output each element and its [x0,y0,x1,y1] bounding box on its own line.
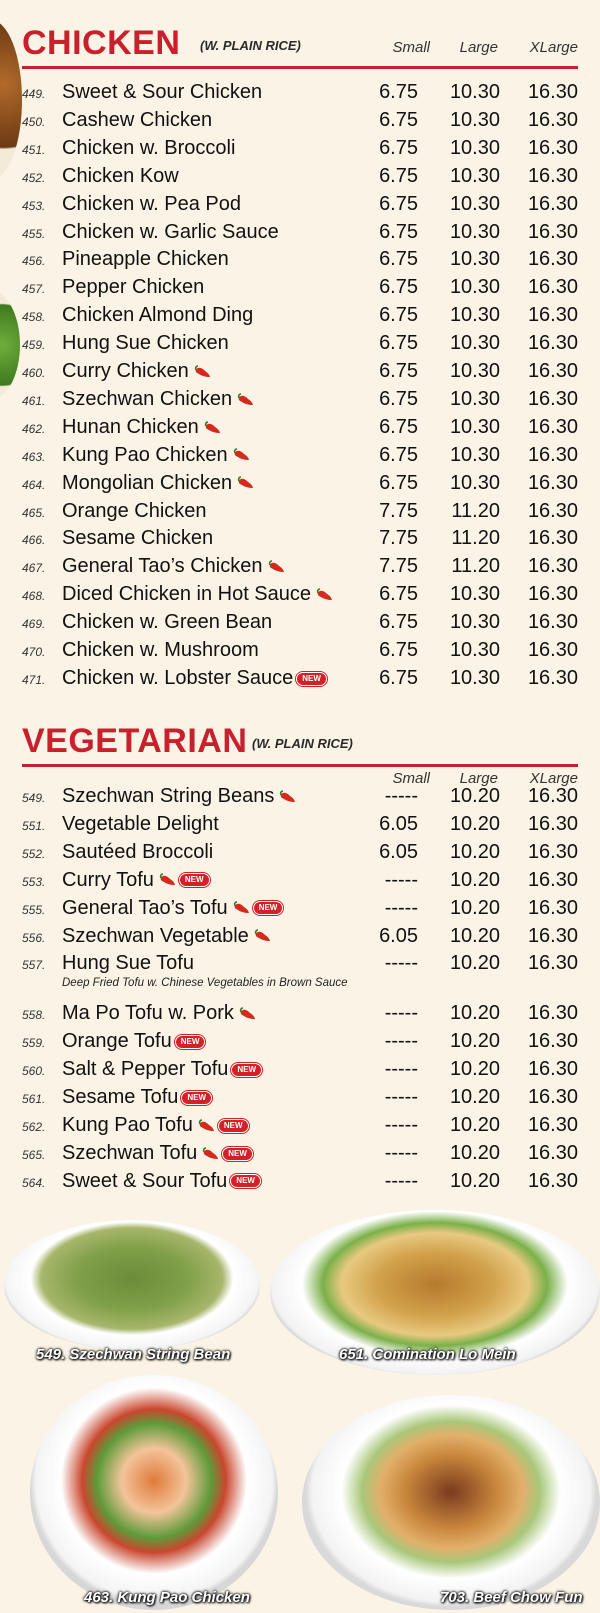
item-description: Deep Fried Tofu w. Chinese Vegetables in Brown Sauce [62,977,348,990]
item-name [62,221,279,244]
item-name-text: Hunan Chicken [62,415,199,438]
section-title: CHICKEN [22,24,181,62]
item-number: 558. [22,1008,46,1023]
new-badge: NEW [222,1147,253,1161]
item-name-text: Pepper Chicken [62,276,205,299]
menu-item-row [22,443,578,471]
new-badge: NEW [231,1063,262,1077]
price-large: 11.20 [451,527,500,550]
price-xlarge: 16.30 [527,1113,578,1136]
section-subtitle: (W. PLAIN RICE) [252,736,353,751]
price-xlarge: 16.30 [527,785,578,807]
menu-item-row [22,1029,578,1057]
menu-item-row [22,387,578,415]
price-large: 11.20 [451,555,500,578]
price-large: 10.30 [449,81,500,103]
item-name [62,1114,249,1137]
price-large: 10.20 [449,840,500,863]
item-name [62,527,213,550]
item-name-text: Cashew Chicken [62,108,213,131]
price-small: 6.75 [379,387,418,410]
item-name-text: Chicken w. Pea Pod [62,192,241,215]
menu-item-row [22,896,578,924]
price-small: 6.05 [379,812,418,835]
chili-pepper-icon [236,476,254,490]
item-name-text: Hung Sue Chicken [62,332,229,355]
price-small: ----- [384,1086,418,1108]
price-small: 6.75 [379,304,418,327]
photo-caption: 463. Kung Pao Chicken [84,1589,250,1606]
item-number: 451. [22,142,46,157]
menu-item-row [22,924,578,952]
item-name-text: Salt & Pepper Tofu [62,1058,229,1081]
item-name-text: General Tao’s Chicken [62,555,263,578]
chili-pepper-icon [203,421,221,435]
vegetarian-section-header [22,722,578,792]
size-header-large: Large [459,39,498,56]
item-name-text: Chicken Almond Ding [62,304,254,327]
item-name [62,583,333,606]
price-xlarge: 16.30 [527,248,578,271]
price-large: 10.20 [449,1141,500,1164]
item-name [62,109,212,132]
item-number: 551. [22,818,46,833]
size-header-small: Small [392,39,430,56]
item-number: 453. [22,198,46,213]
new-badge: NEW [175,1035,206,1049]
item-name [62,639,259,662]
item-name-text: Szechwan String Beans [62,785,275,807]
item-number: 458. [22,310,46,325]
price-small: 7.75 [379,555,418,578]
item-number: 467. [22,561,46,576]
price-large: 10.20 [449,1169,500,1192]
item-name [62,81,262,104]
size-header-small: Small [392,770,430,787]
item-name [62,416,221,439]
item-name [62,1058,262,1081]
item-number: 549. [22,791,46,805]
menu-item-row [22,1085,578,1113]
new-badge: NEW [218,1119,249,1133]
price-xlarge: 16.30 [527,443,578,466]
menu-item-row [22,1001,578,1029]
item-name-text: Chicken w. Broccoli [62,136,236,159]
photo-caption: 549. Szechwan String Bean [36,1346,231,1363]
item-name-text: Sweet & Sour Tofu [62,1169,228,1192]
price-large: 10.30 [449,360,500,382]
item-name [62,1170,261,1193]
price-small: 6.75 [379,192,418,215]
price-large: 10.20 [449,868,500,891]
item-name [62,500,207,523]
item-name-text: Sesame Chicken [62,527,214,550]
item-number: 455. [22,226,46,241]
price-small: 6.75 [379,332,418,355]
item-name-text: Sautéed Broccoli [62,840,214,863]
item-number: 562. [22,1119,46,1134]
new-badge: NEW [230,1174,261,1188]
price-small: 6.05 [379,924,418,947]
item-name [62,276,204,299]
item-name [62,1142,253,1165]
chili-pepper-icon [197,1119,215,1133]
item-name [62,667,327,690]
chili-pepper-icon [236,393,254,407]
price-small: 6.75 [379,443,418,466]
price-small: 6.05 [379,840,418,863]
section-title: VEGETARIAN [22,722,248,760]
new-badge: NEW [253,901,284,915]
price-large: 10.30 [449,136,500,159]
item-name-text: Kung Pao Tofu [62,1113,193,1136]
item-name-text: Ma Po Tofu w. Pork [62,1002,234,1025]
menu-item-row [22,220,578,248]
section-subtitle: (W. PLAIN RICE) [200,38,301,53]
item-name-text: Chicken w. Lobster Sauce [62,666,294,689]
price-small: ----- [384,1030,418,1053]
menu-item-row [22,359,578,387]
menu-item-row [22,1057,578,1085]
menu-item-row [22,192,578,220]
item-name-text: General Tao’s Tofu [62,896,228,919]
price-large: 10.30 [449,192,500,215]
item-number: 556. [22,930,46,945]
size-header-xlarge: XLarge [529,39,578,56]
price-small: 7.75 [379,527,418,550]
menu-item-row [22,1113,578,1141]
price-small: 6.75 [379,611,418,634]
item-name [62,472,254,495]
price-large: 10.30 [449,248,500,271]
item-number: 460. [22,366,46,380]
item-name-text: Szechwan Tofu [62,1141,198,1164]
item-name [62,444,250,467]
chicken-section-header [22,24,578,74]
item-number: 465. [22,505,46,520]
price-small: 6.75 [379,108,418,131]
item-name-text: Vegetable Delight [62,812,219,835]
item-name [62,165,179,188]
price-small: 6.75 [379,248,418,271]
item-number: 469. [22,617,46,632]
price-large: 10.30 [449,639,500,661]
item-name-text: Chicken w. Mushroom [62,639,259,661]
item-number: 560. [22,1064,46,1079]
price-small: ----- [384,1058,418,1081]
price-xlarge: 16.30 [527,840,578,863]
chili-pepper-icon [232,901,250,915]
item-name-text: Sweet & Sour Chicken [62,81,263,103]
price-small: 6.75 [379,583,418,606]
price-xlarge: 16.30 [527,952,578,975]
menu-item-row [22,1141,578,1169]
price-large: 10.20 [449,785,500,807]
price-large: 10.30 [449,387,500,410]
item-number: 450. [22,114,46,129]
item-number: 561. [22,1092,46,1106]
item-number: 553. [22,874,46,889]
item-name [62,813,219,836]
menu-item-row [22,80,578,108]
menu-item-row [22,554,578,582]
price-large: 10.30 [449,332,500,355]
menu-item-row [22,868,578,896]
menu-item-row [22,582,578,610]
section-divider [22,764,578,767]
item-number: 471. [22,672,46,687]
price-large: 10.20 [449,1086,500,1108]
item-name [62,555,285,578]
price-small: 6.75 [379,276,418,299]
price-small: ----- [384,952,418,975]
price-small: 6.75 [379,360,418,382]
item-number: 557. [22,958,46,973]
menu-item-row [22,499,578,527]
menu-item-row [22,951,578,979]
item-name [62,869,210,892]
price-xlarge: 16.30 [527,666,578,689]
price-xlarge: 16.30 [527,639,578,661]
price-small: ----- [384,868,418,891]
price-large: 10.20 [449,896,500,919]
item-number: 456. [22,254,46,269]
price-large: 10.30 [449,276,500,299]
item-number: 468. [22,589,46,604]
item-name [62,304,253,327]
price-xlarge: 16.30 [527,555,578,578]
item-name [62,360,211,383]
price-large: 10.30 [449,220,500,243]
chili-pepper-icon [278,790,296,804]
item-name [62,388,254,411]
item-name-text: Chicken w. Green Bean [62,611,273,634]
item-name [62,952,194,975]
price-large: 10.30 [449,611,500,634]
item-name [62,897,283,920]
item-name-text: Mongolian Chicken [62,471,233,494]
price-xlarge: 16.30 [527,304,578,327]
section-divider [22,66,578,69]
price-small: ----- [384,1141,418,1164]
item-name [62,193,241,216]
chili-pepper-icon [201,1147,219,1161]
price-large: 10.20 [449,952,500,975]
price-large: 10.30 [449,443,500,466]
chili-pepper-icon [253,929,271,943]
price-small: ----- [384,1169,418,1192]
price-large: 10.20 [449,1002,500,1025]
price-large: 10.30 [449,108,500,131]
item-number: 552. [22,846,46,861]
menu-item-row [22,415,578,443]
menu-item-row [22,471,578,499]
price-small: 6.75 [379,666,418,689]
photo-caption: 703. Beef Chow Fun [440,1589,583,1606]
price-small: 6.75 [379,136,418,159]
price-xlarge: 16.30 [527,387,578,410]
side-dish-photo [0,290,20,400]
menu-item-row [22,812,578,840]
price-xlarge: 16.30 [527,415,578,438]
chili-pepper-icon [315,588,333,602]
price-small: ----- [384,896,418,919]
menu-item-row [22,526,578,554]
price-xlarge: 16.30 [527,276,578,299]
price-small: 6.75 [379,415,418,438]
chili-pepper-icon [238,1007,256,1021]
menu-item-row [22,666,578,694]
price-xlarge: 16.30 [527,1086,578,1108]
menu-item-row [22,784,578,812]
menu-item-row [22,275,578,303]
item-name-text: Curry Tofu [62,868,154,891]
price-xlarge: 16.30 [527,332,578,355]
item-number: 459. [22,338,46,353]
item-number: 464. [22,477,46,492]
price-xlarge: 16.30 [527,1141,578,1164]
menu-item-row [22,303,578,331]
price-xlarge: 16.30 [527,1002,578,1025]
new-badge: NEW [179,873,210,887]
item-name-text: Pineapple Chicken [62,248,229,271]
item-number: 463. [22,449,46,464]
price-small: 6.75 [379,220,418,243]
menu-item-row [22,164,578,192]
price-xlarge: 16.30 [527,527,578,550]
price-xlarge: 16.30 [527,220,578,243]
new-badge: NEW [181,1091,212,1105]
price-small: 6.75 [379,81,418,103]
size-header-large: Large [459,770,498,787]
item-name [62,1030,205,1053]
price-xlarge: 16.30 [527,611,578,634]
chili-pepper-icon [232,448,250,462]
dish-photo-string-bean [4,1220,260,1350]
price-xlarge: 16.30 [527,896,578,919]
menu-item-row [22,136,578,164]
price-xlarge: 16.30 [527,1169,578,1192]
price-xlarge: 16.30 [527,1058,578,1081]
item-name-text: Chicken w. Garlic Sauce [62,220,279,243]
item-name-text: Sesame Tofu [62,1086,179,1108]
item-number: 555. [22,902,46,917]
price-small: ----- [384,1002,418,1025]
side-dish-photo [0,20,22,180]
item-number: 461. [22,393,46,408]
item-name-text: Szechwan Vegetable [62,924,249,947]
item-number: 470. [22,645,46,659]
item-name [62,785,296,808]
price-xlarge: 16.30 [527,81,578,103]
price-xlarge: 16.30 [527,499,578,522]
item-number: 462. [22,421,46,436]
price-xlarge: 16.30 [527,136,578,159]
chili-pepper-icon [267,560,285,574]
item-name-text: Kung Pao Chicken [62,443,228,466]
item-name [62,1002,256,1025]
item-number: 449. [22,87,46,101]
photo-caption: 651. Comination Lo Mein [339,1346,516,1363]
price-large: 10.20 [449,812,500,835]
price-small: 7.75 [379,499,418,522]
dish-photo-kung-pao-chicken [30,1375,278,1610]
item-number: 457. [22,282,46,297]
menu-item-row [22,108,578,136]
price-large: 11.20 [451,499,500,522]
price-xlarge: 16.30 [527,360,578,382]
price-xlarge: 16.30 [527,108,578,131]
price-large: 10.20 [449,1113,500,1136]
item-name-text: Diced Chicken in Hot Sauce [62,583,312,606]
item-name [62,841,213,864]
price-xlarge: 16.30 [527,583,578,606]
menu-item-row [22,840,578,868]
item-number: 559. [22,1036,46,1051]
menu-item-row [22,331,578,359]
price-large: 10.30 [449,164,500,187]
item-name-text: Szechwan Chicken [62,387,233,410]
price-xlarge: 16.30 [527,471,578,494]
item-name [62,137,235,160]
item-name-text: Orange Tofu [62,1030,172,1053]
size-header-xlarge: XLarge [529,770,578,787]
item-number: 565. [22,1147,46,1162]
item-name-text: Hung Sue Tofu [62,952,194,975]
price-large: 10.30 [449,304,500,327]
item-number: 452. [22,170,46,185]
menu-item-row [22,610,578,638]
price-large: 10.30 [449,666,500,689]
item-number: 564. [22,1175,46,1190]
price-large: 10.30 [449,583,500,606]
price-large: 10.20 [449,924,500,947]
price-large: 10.20 [449,1058,500,1081]
price-small: ----- [384,1113,418,1136]
item-name [62,332,229,355]
dish-photo-beef-chow-fun [302,1395,600,1610]
price-large: 10.30 [449,415,500,438]
menu-item-row [22,247,578,275]
item-name [62,925,271,948]
price-xlarge: 16.30 [527,924,578,947]
item-name [62,1086,212,1109]
price-large: 10.30 [449,471,500,494]
chili-pepper-icon [193,365,211,379]
chili-pepper-icon [158,873,176,887]
price-small: ----- [384,785,418,807]
price-small: 6.75 [379,639,418,661]
price-xlarge: 16.30 [527,812,578,835]
price-small: 6.75 [379,471,418,494]
new-badge: NEW [296,672,327,686]
item-name [62,611,272,634]
item-name-text: Curry Chicken [62,360,189,382]
item-name-text: Orange Chicken [62,499,207,522]
price-xlarge: 16.30 [527,164,578,187]
price-xlarge: 16.30 [527,1030,578,1053]
item-number: 466. [22,533,46,548]
item-name [62,248,229,271]
item-name-text: Chicken Kow [62,164,179,187]
price-large: 10.20 [449,1030,500,1053]
price-xlarge: 16.30 [527,868,578,891]
price-xlarge: 16.30 [527,192,578,215]
menu-item-row [22,1169,578,1197]
menu-item-row [22,638,578,666]
price-small: 6.75 [379,164,418,187]
